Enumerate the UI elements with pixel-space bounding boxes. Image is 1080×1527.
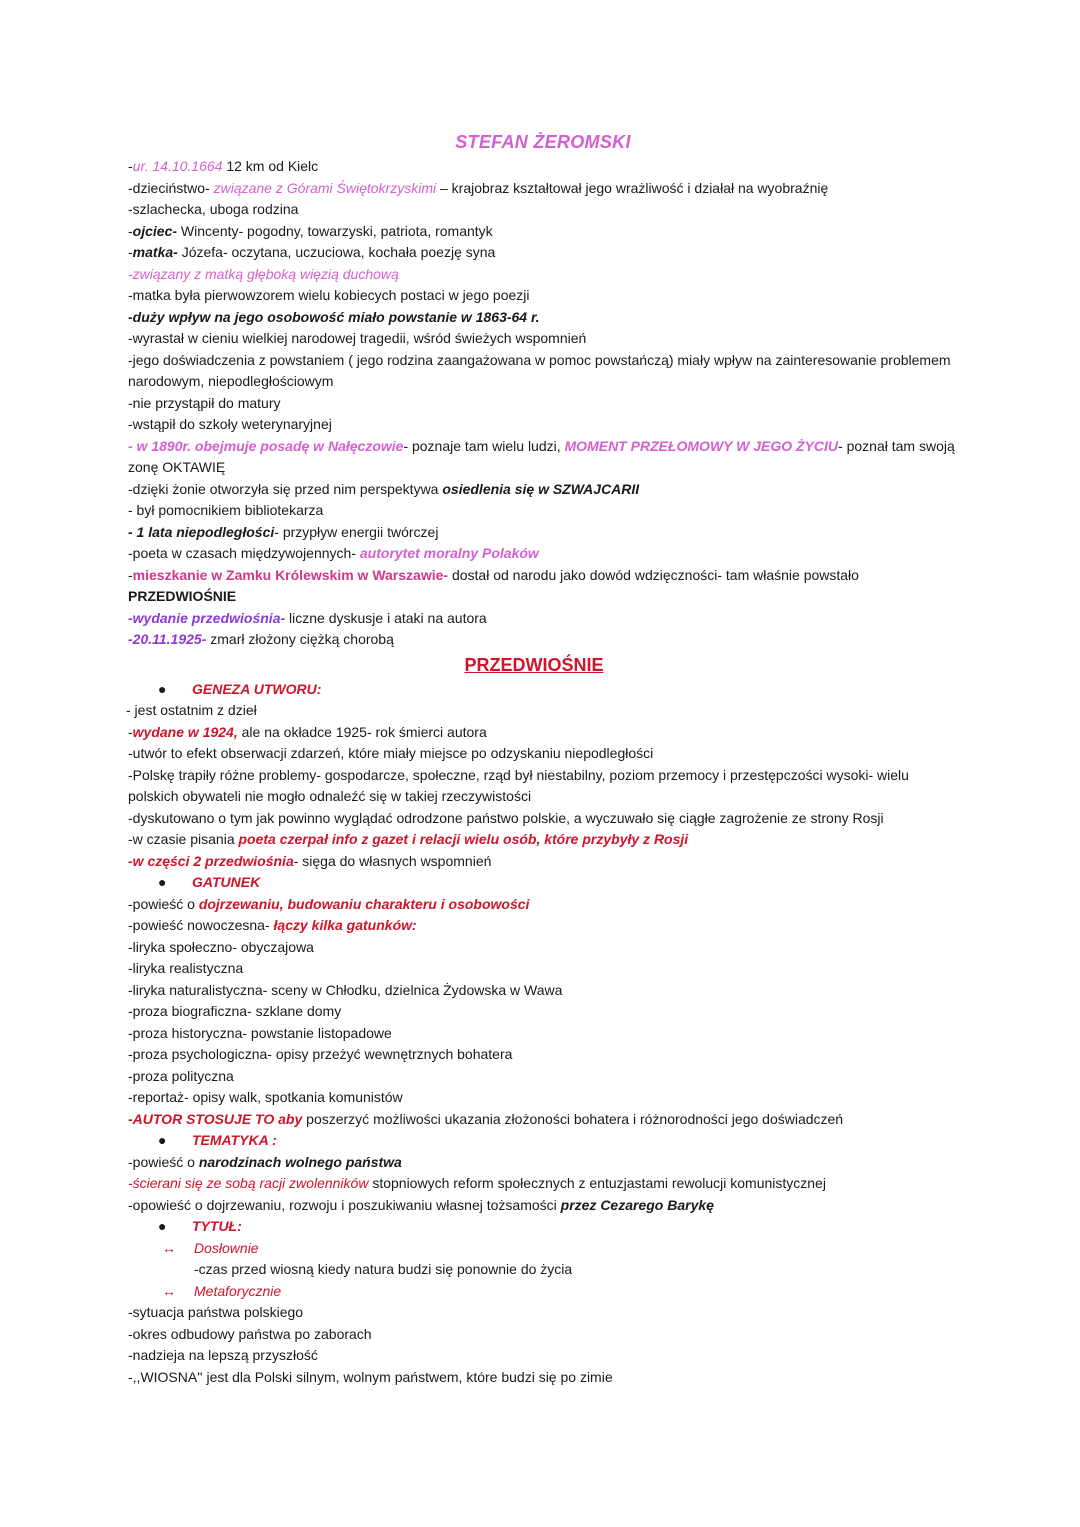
- bio-line: -mieszkanie w Zamku Królewskim w Warszawie- dostał od narodu jako dowód wdzięczności- tam właśnie powstało PRZEDWIOŚNIE: [128, 566, 859, 604]
- bio-line: -dzieciństwo- związane z Górami Świętokrzyskimi – krajobraz kształtował jego wrażliwość i działał na wyobraźnię: [128, 179, 829, 196]
- bio-line: -poeta w czasach międzywojennych- autorytet moralny Polaków: [128, 545, 539, 561]
- list-item: -proza historyczna- powstanie listopadowe: [128, 1024, 392, 1041]
- section-heading-tytul: ● TYTUŁ:: [126, 1216, 958, 1238]
- geneza-line: - jest ostatnim z dzieł: [126, 702, 257, 718]
- list-item: -nadzieja na lepszą przyszłość: [128, 1347, 318, 1363]
- bio-line: -matka- Józefa- oczytana, uczuciowa, kochała poezję syna: [128, 244, 496, 260]
- tematyka-line: -powieść o narodzinach wolnego państwa: [128, 1153, 402, 1170]
- gatunek-line: -powieść o dojrzewaniu, budowaniu charakteru i osobowości: [128, 895, 530, 912]
- bio-line: - 1 lata niepodległości- przypływ energii twórczej: [128, 523, 439, 540]
- tytul-metaforycznie: ↔ Metaforycznie: [128, 1281, 958, 1303]
- geneza-line: -w części 2 przedwiośnia- sięga do własnych wspomnień: [128, 852, 492, 869]
- list-item: -liryka realistyczna: [128, 960, 244, 976]
- geneza-line: -w czasie pisania poeta czerpał info z gazet i relacji wielu osób, które przybyły z Rosji: [128, 831, 689, 847]
- bio-line: -szlachecka, uboga rodzina: [128, 201, 299, 217]
- bio-line: -duży wpływ na jego osobowość miało powstanie w 1863-64 r.: [128, 308, 540, 325]
- list-item: -,,WIOSNA'' jest dla Polski silnym, wolnym państwem, które budzi się po zimie: [128, 1368, 613, 1385]
- list-item: -okres odbudowy państwa po zaborach: [128, 1325, 372, 1342]
- section-heading-gatunek: ● GATUNEK: [126, 872, 958, 894]
- gatunek-line: -AUTOR STOSUJE TO aby poszerzyć możliwości ukazania złożoności bohatera i różnorodności jego doświadczeń: [128, 1110, 844, 1127]
- list-item: -reportaż- opisy walk, spotkania komunistów: [128, 1089, 403, 1105]
- geneza-line: -utwór to efekt obserwacji zdarzeń, które miały miejsce po odzyskaniu niepodległości: [128, 745, 654, 761]
- list-item: -proza psychologiczna- opisy przeżyć wewnętrznych bohatera: [128, 1046, 513, 1062]
- bio-line: -wydanie przedwiośnia- liczne dyskusje i ataki na autora: [128, 609, 487, 626]
- tematyka-line: -opowieść o dojrzewaniu, rozwoju i poszukiwaniu własnej tożsamości przez Cezarego Barykę: [128, 1196, 714, 1213]
- list-item: -proza biograficzna- szklane domy: [128, 1003, 342, 1019]
- bio-line: -ojciec- Wincenty- pogodny, towarzyski, patriota, romantyk: [128, 222, 493, 239]
- list-item: -liryka naturalistyczna- sceny w Chłodku, dzielnica Żydowska w Wawa: [128, 981, 563, 998]
- bullet-icon: ●: [158, 1132, 167, 1148]
- bullet-icon: ●: [158, 680, 167, 697]
- bio-line: -jego doświadczenia z powstaniem ( jego rodzina zaangażowana w pomoc powstańczą) miały wpływ na zainteresowanie problemem narodowym, niepodległościowym: [128, 351, 951, 389]
- section-heading-tematyka: ● TEMATYKA :: [126, 1130, 958, 1152]
- tytul-dos-desc: -czas przed wiosną kiedy natura budzi się ponownie do życia: [194, 1261, 573, 1277]
- double-arrow-icon: ↔: [162, 1239, 176, 1256]
- bio-line: - w 1890r. obejmuje posadę w Nałęczowie- poznaje tam wielu ludzi, MOMENT PRZEŁOMOWY W JEGO ŻYCIU- poznał tam swoją zonę OKTAWIĘ: [128, 437, 955, 475]
- bio-line: -wstąpił do szkoły weterynaryjnej: [128, 416, 332, 432]
- list-item: -proza polityczna: [128, 1067, 234, 1084]
- section-title: PRZEDWIOŚNIE: [464, 654, 604, 675]
- geneza-line: -Polskę trapiły różne problemy- gospodarcze, społeczne, rząd był niestabilny, poziom przemocy i przestępczości wysoki- wielu polskich obywateli nie mogło odnaleźć się w takiej rzeczywistości: [128, 766, 909, 804]
- page-title: STEFAN ŻEROMSKI: [455, 132, 631, 152]
- bullet-icon: ●: [158, 1218, 167, 1234]
- bio-line: -nie przystąpił do matury: [128, 394, 281, 411]
- bio-line: -matka była pierwowzorem wielu kobiecych postaci w jego poezji: [128, 287, 530, 303]
- document-page: [128, 128, 958, 1388]
- tematyka-line: -ścierani się ze sobą racji zwolenników stopniowych reform społecznych z entuzjastami rewolucji komunistycznej: [128, 1175, 826, 1191]
- geneza-line: -dyskutowano o tym jak powinno wyglądać odrodzone państwo polskie, a wyczuwało się ciągłe zagrożenie ze strony Rosji: [128, 809, 884, 826]
- double-arrow-icon: ↔: [162, 1282, 176, 1299]
- bullet-icon: ●: [158, 874, 167, 890]
- list-item: -liryka społeczno- obyczajowa: [128, 938, 314, 955]
- geneza-line: -wydane w 1924, ale na okładce 1925- rok śmierci autora: [128, 723, 487, 740]
- bio-line: - był pomocnikiem bibliotekarza: [128, 502, 324, 518]
- section-heading-geneza: ● GENEZA UTWORU:: [126, 679, 958, 701]
- tytul-doslownie: ↔ Dosłownie: [128, 1238, 958, 1260]
- bio-line: -wyrastał w cieniu wielkiej narodowej tragedii, wśród świeżych wspomnień: [128, 330, 587, 346]
- list-item: -sytuacja państwa polskiego: [128, 1304, 304, 1320]
- bio-line: -związany z matką głęboką więzią duchową: [128, 265, 399, 282]
- gatunek-line: -powieść nowoczesna- łączy kilka gatunków:: [128, 917, 417, 933]
- bio-line: -20.11.1925- zmarł złożony ciężką chorobą: [128, 631, 394, 647]
- bio-line: -dzięki żonie otworzyła się przed nim perspektywa osiedlenia się w SZWAJCARII: [128, 480, 640, 497]
- bio-line: -ur. 14.10.1664 12 km od Kielc: [128, 158, 319, 174]
